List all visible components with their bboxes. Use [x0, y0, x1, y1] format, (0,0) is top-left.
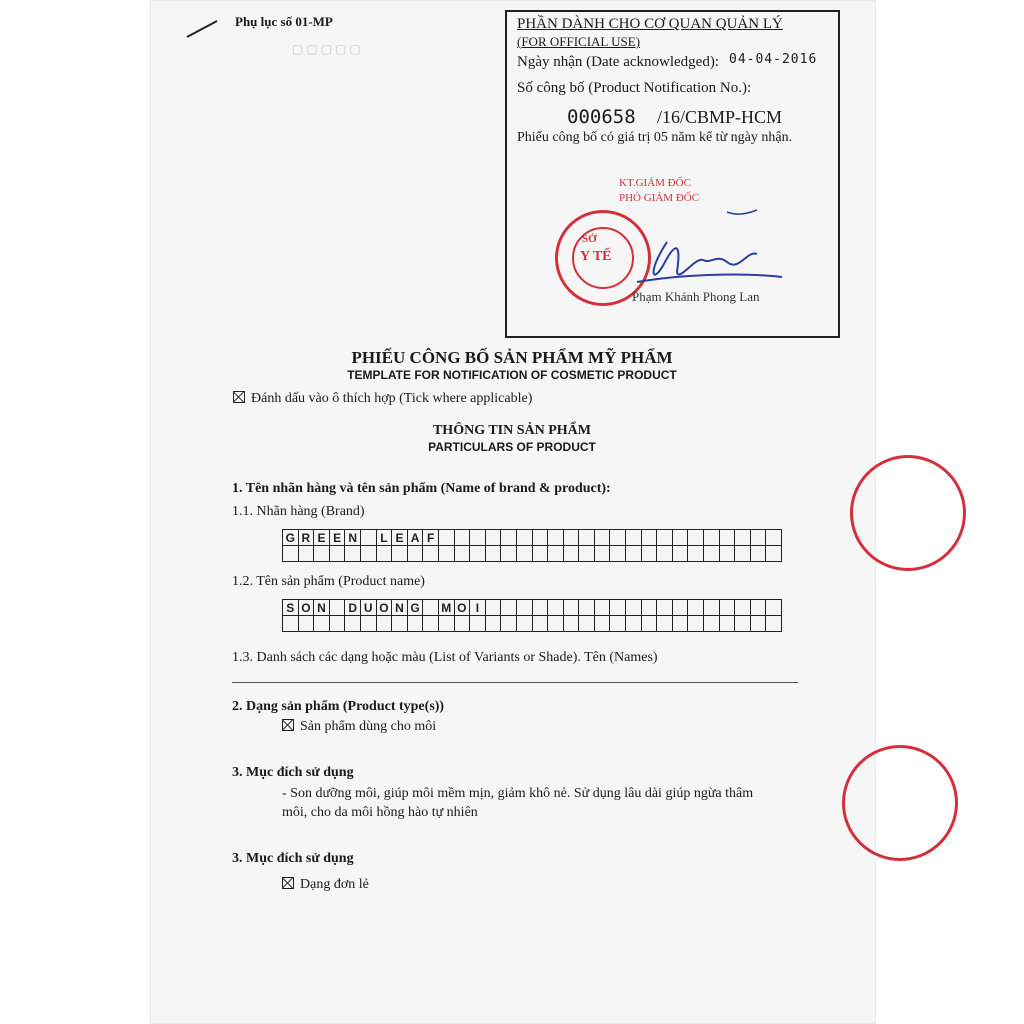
grid-cell: G: [283, 530, 299, 546]
grid-cell: [438, 616, 454, 632]
particulars-heading: THÔNG TIN SẢN PHẨM: [432, 423, 592, 438]
grid-cell: [345, 616, 361, 632]
grid-cell: [641, 530, 657, 546]
seal-text-line2: Y TẾ: [580, 249, 612, 264]
grid-cell: [641, 616, 657, 632]
section3-heading: 3. Mục đích sử dụng: [232, 765, 354, 780]
right-seal-stamp-bottom: [842, 745, 958, 861]
grid-cell: [688, 600, 704, 616]
grid-cell: [501, 600, 517, 616]
date-label: Ngày nhận (Date acknowledged):: [517, 54, 720, 70]
grid-cell: [532, 616, 548, 632]
grid-cell: [594, 616, 610, 632]
grid-cell: [766, 600, 782, 616]
grid-cell: [298, 546, 314, 562]
validity-note: Phiếu công bố có giá trị 05 năm kể từ ngày nhận.: [517, 130, 793, 145]
grid-cell: [329, 616, 345, 632]
grid-cell: O: [376, 600, 392, 616]
notification-number: 000658: [567, 106, 636, 128]
grid-cell: [579, 616, 595, 632]
grid-cell: [688, 616, 704, 632]
grid-cell: [563, 546, 579, 562]
grid-cell: [532, 530, 548, 546]
divider-line: [232, 682, 798, 683]
grid-cell: [594, 546, 610, 562]
grid-cell: [579, 530, 595, 546]
signer-title-2: PHÓ GIÁM ĐỐC: [619, 192, 700, 204]
grid-cell: [735, 616, 751, 632]
grid-row: [283, 616, 782, 632]
grid-cell: [563, 530, 579, 546]
grid-row: [283, 546, 782, 562]
grid-cell: [501, 530, 517, 546]
grid-cell: [516, 616, 532, 632]
grid-cell: [283, 546, 299, 562]
grid-cell: [392, 546, 408, 562]
bleed-through-text: ▢ ▢ ▢ ▢ ▢: [292, 42, 361, 56]
grid-cell: [454, 616, 470, 632]
grid-cell: [501, 546, 517, 562]
seal-text-line1: SỞ: [582, 233, 597, 245]
grid-cell: [719, 616, 735, 632]
product-type-text: Sản phẩm dùng cho môi: [300, 719, 437, 734]
grid-cell: M: [438, 600, 454, 616]
grid-cell: F: [423, 530, 439, 546]
grid-cell: [407, 616, 423, 632]
grid-cell: [657, 616, 673, 632]
grid-cell: [329, 546, 345, 562]
grid-cell: [672, 600, 688, 616]
presentation-text: Dạng đơn lẻ: [300, 877, 369, 892]
grid-cell: [423, 616, 439, 632]
checked-box-icon: [282, 719, 294, 731]
grid-cell: [657, 530, 673, 546]
grid-cell: [516, 546, 532, 562]
grid-cell: [314, 546, 330, 562]
grid-cell: [719, 600, 735, 616]
grid-cell: E: [314, 530, 330, 546]
grid-cell: [766, 530, 782, 546]
grid-row: [283, 530, 782, 546]
grid-cell: [610, 600, 626, 616]
variants-label: 1.3. Danh sách các dạng hoặc màu (List of Variants or Shade). Tên (Names): [232, 650, 658, 665]
grid-cell: [704, 530, 720, 546]
grid-cell: [735, 546, 751, 562]
grid-cell: [688, 546, 704, 562]
grid-cell: [766, 616, 782, 632]
grid-cell: [766, 546, 782, 562]
official-use-box: [505, 10, 840, 338]
grid-cell: [672, 546, 688, 562]
grid-cell: [392, 616, 408, 632]
grid-cell: [657, 600, 673, 616]
grid-cell: [548, 546, 564, 562]
grid-cell: [672, 530, 688, 546]
grid-cell: O: [298, 600, 314, 616]
grid-cell: [470, 546, 486, 562]
signer-name: Phạm Khánh Phong Lan: [632, 289, 760, 304]
grid-cell: N: [345, 530, 361, 546]
grid-cell: [641, 546, 657, 562]
grid-cell: [657, 546, 673, 562]
grid-cell: E: [329, 530, 345, 546]
grid-cell: [485, 616, 501, 632]
tick-instruction: [233, 391, 532, 407]
document-title: PHIẾU CÔNG BỐ SẢN PHẨM MỸ PHẨM: [351, 348, 673, 367]
grid-cell: [704, 600, 720, 616]
grid-cell: [423, 546, 439, 562]
official-heading: PHẦN DÀNH CHO CƠ QUAN QUẢN LÝ: [517, 16, 783, 32]
grid-cell: [548, 616, 564, 632]
grid-cell: U: [360, 600, 376, 616]
grid-cell: [485, 600, 501, 616]
grid-cell: O: [454, 600, 470, 616]
grid-cell: [376, 616, 392, 632]
grid-cell: [360, 546, 376, 562]
grid-cell: [298, 616, 314, 632]
section1-heading: 1. Tên nhãn hàng và tên sản phẩm (Name of brand & product):: [232, 481, 611, 496]
grid-cell: [626, 600, 642, 616]
checked-box-icon: [282, 877, 294, 889]
signer-title-1: KT.GIÁM ĐỐC: [619, 177, 691, 189]
grid-cell: [438, 530, 454, 546]
intended-use-line1: - Son dưỡng môi, giúp môi mềm mịn, giảm khô nẻ. Sử dụng lâu dài giúp ngừa thâm: [282, 786, 754, 801]
grid-cell: [641, 600, 657, 616]
grid-cell: [548, 530, 564, 546]
grid-cell: [626, 546, 642, 562]
grid-cell: [548, 600, 564, 616]
grid-cell: [610, 530, 626, 546]
section2-heading: 2. Dạng sản phẩm (Product type(s)): [232, 699, 445, 714]
presentation-option: [282, 877, 369, 893]
grid-cell: [470, 616, 486, 632]
grid-cell: N: [392, 600, 408, 616]
grid-cell: [407, 546, 423, 562]
appendix-label: Phụ lục số 01-MP: [235, 14, 333, 29]
tick-instruction-text: Đánh dấu vào ô thích hợp (Tick where applicable): [251, 391, 533, 406]
grid-cell: [454, 546, 470, 562]
grid-cell: [501, 616, 517, 632]
grid-cell: [626, 530, 642, 546]
grid-cell: [563, 600, 579, 616]
product-name-grid: [282, 599, 782, 632]
grid-cell: [688, 530, 704, 546]
grid-cell: N: [314, 600, 330, 616]
intended-use-line2: môi, cho da môi hồng hào tự nhiên: [282, 805, 478, 820]
grid-cell: [672, 616, 688, 632]
grid-cell: L: [376, 530, 392, 546]
grid-cell: [329, 600, 345, 616]
grid-cell: [594, 530, 610, 546]
grid-cell: [610, 616, 626, 632]
brand-label: 1.1. Nhãn hàng (Brand): [232, 504, 365, 519]
grid-cell: [704, 546, 720, 562]
grid-cell: I: [470, 600, 486, 616]
grid-cell: [579, 600, 595, 616]
notification-number-label: Số công bố (Product Notification No.):: [517, 80, 752, 96]
grid-cell: [750, 546, 766, 562]
grid-cell: A: [407, 530, 423, 546]
grid-cell: [485, 546, 501, 562]
grid-cell: [594, 600, 610, 616]
grid-cell: [376, 546, 392, 562]
grid-cell: [360, 616, 376, 632]
grid-cell: [485, 530, 501, 546]
official-heading-en: (FOR OFFICIAL USE): [517, 34, 641, 49]
product-name-label: 1.2. Tên sản phẩm (Product name): [232, 574, 425, 589]
grid-cell: [516, 600, 532, 616]
grid-cell: [626, 616, 642, 632]
particulars-heading-en: PARTICULARS OF PRODUCT: [428, 440, 596, 454]
grid-cell: E: [392, 530, 408, 546]
grid-cell: [750, 530, 766, 546]
grid-cell: [563, 616, 579, 632]
grid-cell: [438, 546, 454, 562]
grid-row: [283, 600, 782, 616]
date-value: 04-04-2016: [729, 52, 818, 67]
grid-cell: [454, 530, 470, 546]
grid-cell: [719, 530, 735, 546]
grid-cell: [750, 600, 766, 616]
grid-cell: [735, 600, 751, 616]
right-seal-stamp-top: [850, 455, 966, 571]
grid-cell: G: [407, 600, 423, 616]
grid-cell: [423, 600, 439, 616]
grid-cell: [470, 530, 486, 546]
checked-box-icon: [233, 391, 245, 403]
grid-cell: S: [283, 600, 299, 616]
grid-cell: [345, 546, 361, 562]
grid-cell: [719, 546, 735, 562]
grid-cell: [532, 600, 548, 616]
grid-cell: [360, 530, 376, 546]
section4-heading: 3. Mục đích sử dụng: [232, 851, 354, 866]
grid-cell: [516, 530, 532, 546]
grid-cell: [532, 546, 548, 562]
brand-grid: [282, 529, 782, 562]
grid-cell: D: [345, 600, 361, 616]
grid-cell: R: [298, 530, 314, 546]
grid-cell: [283, 616, 299, 632]
grid-cell: [579, 546, 595, 562]
document-title-en: TEMPLATE FOR NOTIFICATION OF COSMETIC PRODUCT: [347, 368, 677, 382]
notification-number-suffix: /16/CBMP-HCM: [657, 107, 783, 127]
product-type-option: [282, 719, 436, 735]
signature: [607, 202, 807, 302]
grid-cell: [704, 616, 720, 632]
grid-cell: [314, 616, 330, 632]
grid-cell: [610, 546, 626, 562]
grid-cell: [735, 530, 751, 546]
grid-cell: [750, 616, 766, 632]
